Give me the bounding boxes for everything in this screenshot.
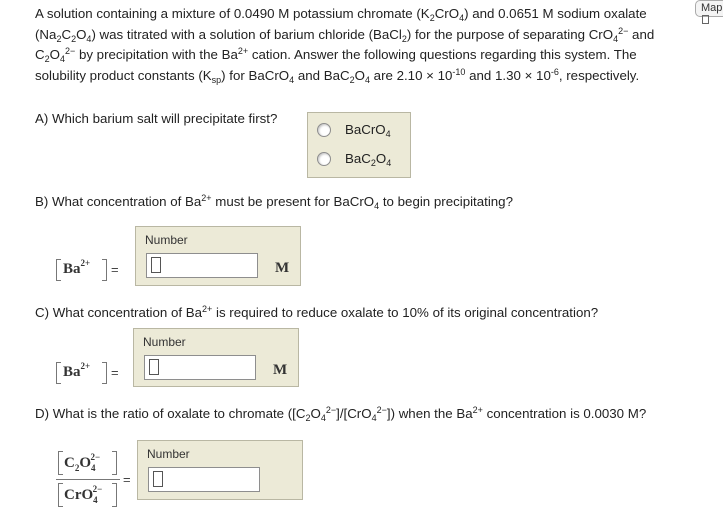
- question-b-text: B) What concentration of $Ba^{2+}$ must be present for BaCrO$_4$ to begin precipitating?: [35, 193, 513, 211]
- choice-bac2o4[interactable]: $BaC_2O_4$: [317, 149, 391, 169]
- intro-line-1: A solution containing a mixture of 0.0490 M potassium chromate $(K_2CrO_4)$ and 0.0651 M sodium oxalate: [35, 6, 647, 23]
- question-a-text: A) Which barium salt will precipitate first?: [35, 111, 278, 126]
- intro-line-2: $(Na_2C_2O_4)$ was titrated with a solution of barium chloride (BaCl$_2$) for the purpose of separating CrO$_4^{2-}$ and: [35, 25, 655, 44]
- answer-b-unit: M: [275, 260, 290, 276]
- answer-d-label: Number: [147, 447, 190, 461]
- question-a-choices: [307, 112, 411, 178]
- question-d-text: D) What is the ratio of oxalate to chromate $([C_2O_4^{2-}]/[CrO_4^{2-}])$ when the $Ba^{2+}$ concentration is 0.0030 M?: [35, 405, 647, 423]
- choice-bacro4[interactable]: BaCrO$_4$: [317, 120, 391, 140]
- answer-c-label: Number: [143, 335, 186, 349]
- input-caret: [153, 471, 163, 487]
- answer-box-d: [137, 440, 303, 500]
- answer-box-c: [133, 328, 299, 387]
- ba-conc-expression-c: $Ba^{2+}$ =: [56, 360, 136, 386]
- answer-c-unit: M: [273, 362, 288, 378]
- radio-bacro4[interactable]: [317, 123, 331, 137]
- answer-b-input[interactable]: [146, 253, 258, 278]
- radio-bac2o4[interactable]: [317, 152, 331, 166]
- answer-box-b: [135, 226, 301, 286]
- intro-line-4: solubility product constants $(K_{sp})$ for BaCrO$_4$ and $BaC_2O_4$ are $2.10 \times 10^{-10}$ and $1.30 \times 10^{-6}$, respectively.: [35, 66, 640, 85]
- oxalate-chromate-ratio-expression: $C_2O_4^{2-}$ CrO$_4^{2-}$ =: [56, 448, 146, 512]
- fraction-bar: [56, 479, 120, 480]
- answer-c-input[interactable]: [144, 355, 256, 380]
- input-caret: [151, 257, 161, 273]
- problem-statement: [35, 4, 715, 86]
- answer-b-label: Number: [145, 233, 188, 247]
- ba-conc-expression-b: $Ba^{2+}$ =: [56, 257, 136, 283]
- map-tab-label: Map: [701, 2, 723, 14]
- ratio-numerator: $C_2O_4^{2-}$: [64, 452, 101, 473]
- answer-d-input[interactable]: [148, 467, 260, 492]
- intro-line-3: $C_2O_4^{2-}$ by precipitation with the $Ba^{2+}$ cation. Answer the following questions regarding this system. The: [35, 46, 637, 65]
- ratio-denominator: CrO$_4^{2-}$: [64, 484, 103, 505]
- input-caret: [149, 359, 159, 375]
- question-c-text: C) What concentration of $Ba^{2+}$ is required to reduce oxalate to 10% of its original concentration?: [35, 304, 599, 320]
